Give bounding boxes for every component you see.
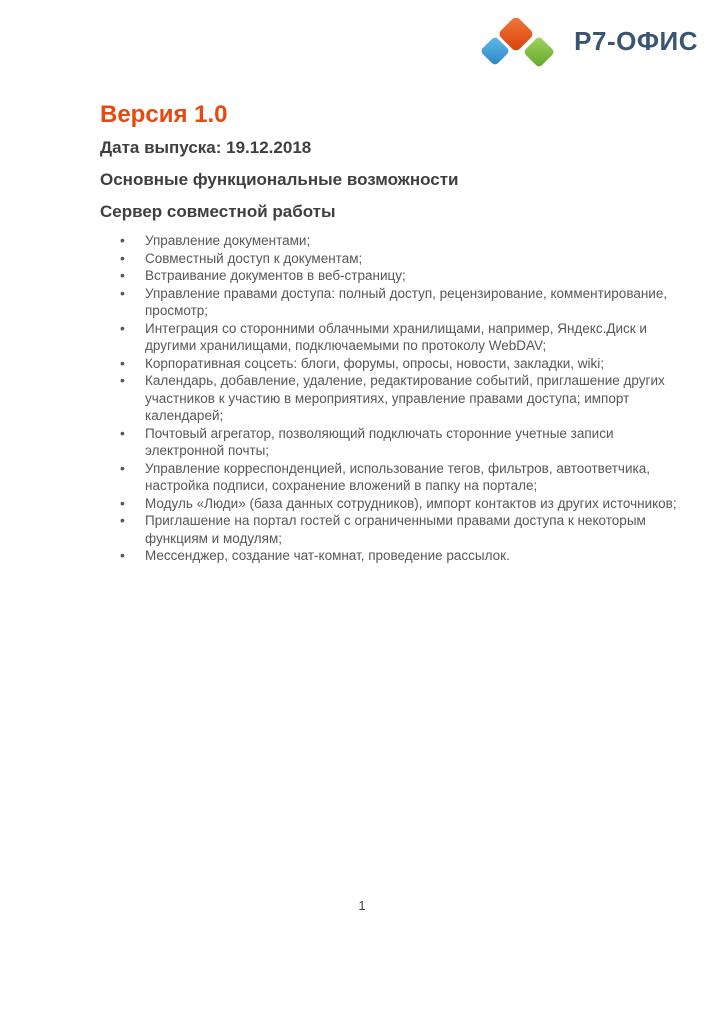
list-item: • Календарь, добавление, удаление, редактирование событий, приглашение других участников к участию в мероприятиях, управление правами доступа; импорт календарей;: [100, 372, 678, 425]
list-item: • Интеграция со сторонними облачными хранилищами, например, Яндекс.Диск и другими хранилищами, подключаемыми по протоколу WebDAV;: [100, 320, 678, 355]
list-item: • Управление документами;: [100, 232, 678, 250]
section-heading-collaboration-server: Сервер совместной работы: [100, 202, 336, 221]
release-date: Дата выпуска: 19.12.2018: [100, 138, 312, 157]
feature-list: [100, 232, 678, 565]
list-item: • Приглашение на портал гостей с ограниченными правами доступа к некоторым функциям и модулям;: [100, 512, 678, 547]
list-item: • Мессенджер, создание чат-комнат, проведение рассылок.: [100, 547, 678, 565]
list-item: • Совместный доступ к документам;: [100, 250, 678, 268]
page-number: 1: [358, 898, 366, 913]
list-item: • Почтовый агрегатор, позволяющий подключать сторонние учетные записи электронной почты;: [100, 425, 678, 460]
brand-name: Р7-ОФИС: [574, 25, 698, 56]
document-body: [100, 100, 678, 565]
list-item: • Управление корреспонденцией, использование тегов, фильтров, автоответчика, настройка подписи, сохранение вложений в папку на портале;: [100, 460, 678, 495]
list-item: • Встраивание документов в веб-страницу;: [100, 267, 678, 285]
list-item: • Корпоративная соцсеть: блоги, форумы, опросы, новости, закладки, wiki;: [100, 355, 678, 373]
list-item: • Управление правами доступа: полный доступ, рецензирование, комментирование, просмотр;: [100, 285, 678, 320]
r7-office-logo: [478, 10, 698, 72]
section-heading-features: Основные функциональные возможности: [100, 170, 459, 189]
list-item: • Модуль «Люди» (база данных сотрудников), импорт контактов из других источников;: [100, 495, 678, 513]
version-title: Версия 1.0: [100, 101, 228, 128]
three-diamonds-icon: [478, 10, 564, 72]
